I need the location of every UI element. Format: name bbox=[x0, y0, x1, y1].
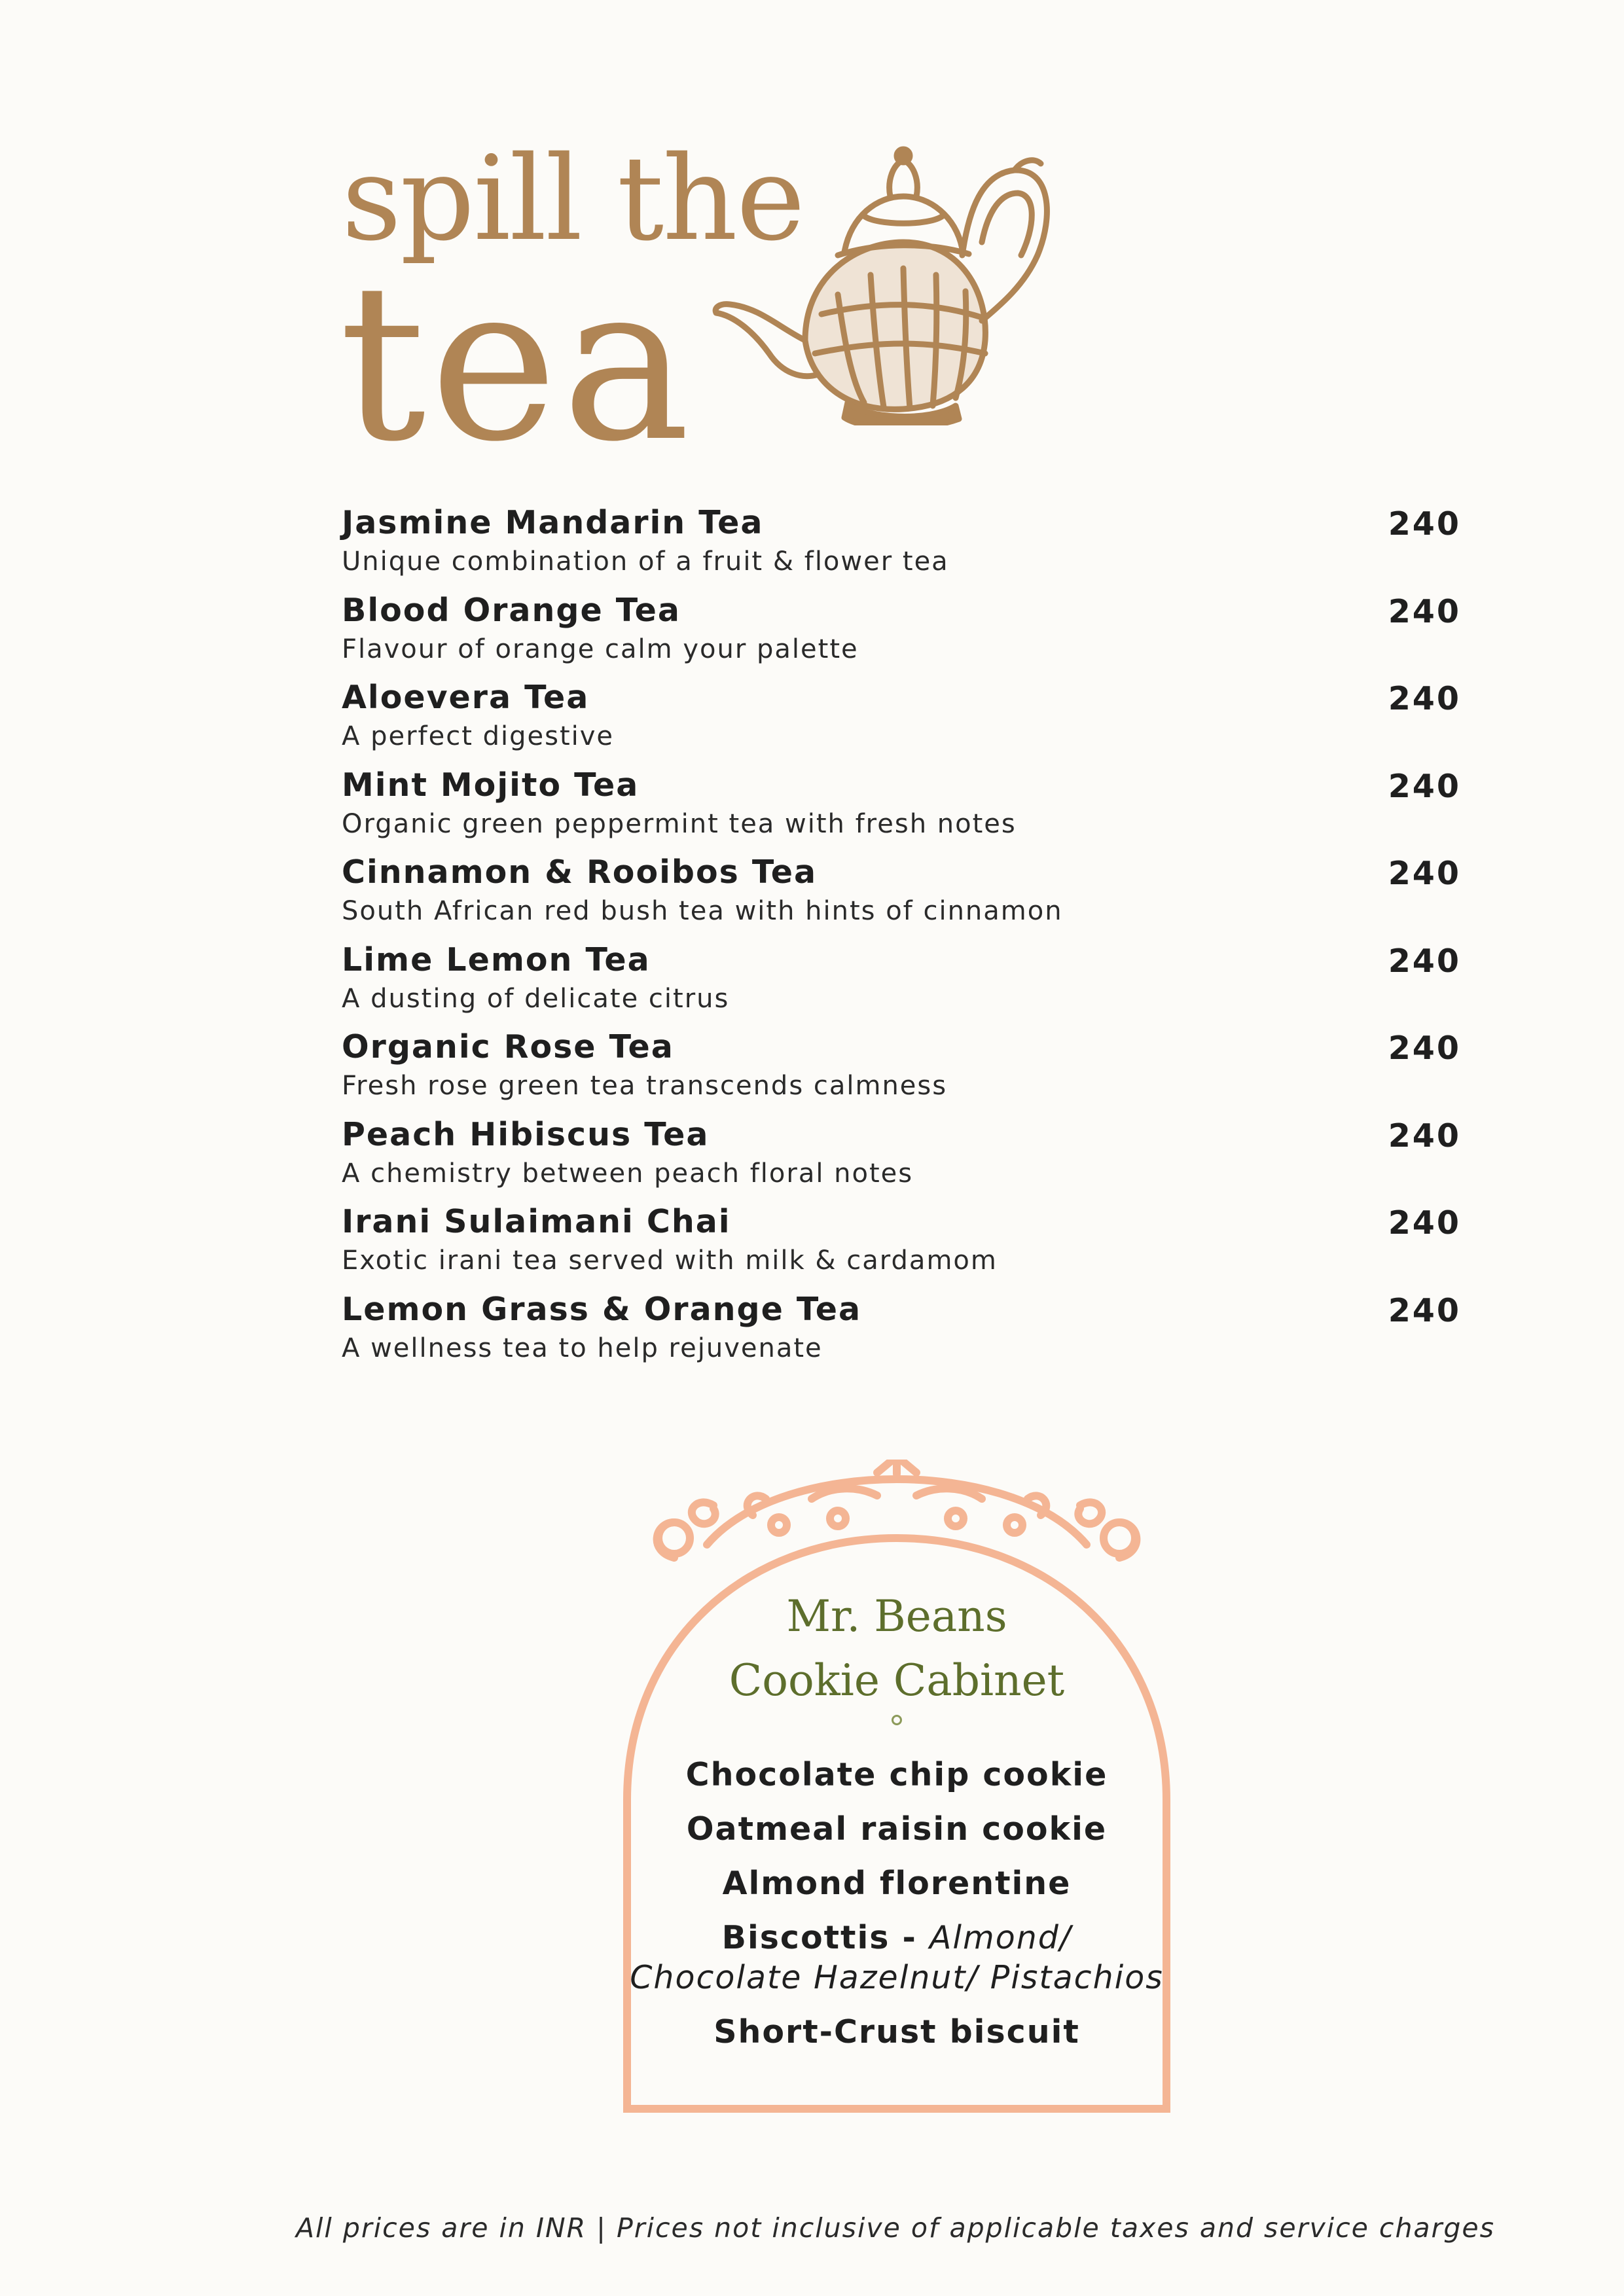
cabinet-list bbox=[615, 1748, 1178, 2059]
menu-item-name: Irani Sulaimani Chai bbox=[342, 1203, 731, 1240]
menu-item-desc: A wellness tea to help rejuvenate bbox=[342, 1333, 823, 1363]
menu-item-name: Jasmine Mandarin Tea bbox=[342, 504, 764, 541]
menu-item-name: Cinnamon & Rooibos Tea bbox=[342, 853, 818, 891]
menu-item-name: Organic Rose Tea bbox=[342, 1028, 674, 1066]
cabinet-item: Chocolate chip cookie bbox=[685, 1756, 1108, 1793]
menu-item bbox=[342, 1116, 1461, 1204]
menu-item bbox=[342, 1203, 1461, 1291]
menu-item bbox=[342, 941, 1461, 1029]
cabinet-item: Almond florentine bbox=[722, 1865, 1072, 1902]
menu-item-price: 240 bbox=[1388, 680, 1461, 717]
price-disclaimer: All prices are in INR | Prices not inclusive of applicable taxes and service charges bbox=[295, 2212, 1496, 2244]
cabinet-item-name: Biscottis bbox=[721, 1919, 890, 1956]
menu-item-desc: A perfect digestive bbox=[342, 721, 615, 751]
menu-item-price: 240 bbox=[1388, 1204, 1461, 1242]
menu-item-name: Blood Orange Tea bbox=[342, 591, 681, 629]
menu-item-name: Aloevera Tea bbox=[342, 679, 590, 716]
menu-item bbox=[342, 766, 1461, 854]
menu-item-desc: Organic green peppermint tea with fresh notes bbox=[342, 808, 1017, 839]
cabinet-item bbox=[615, 1910, 1178, 2005]
menu-item-desc: Fresh rose green tea transcends calmness bbox=[342, 1071, 948, 1101]
brand-title-big: tea bbox=[339, 238, 695, 489]
menu-item bbox=[342, 592, 1461, 679]
cabinet-title-line1: Mr. Beans bbox=[786, 1591, 1007, 1641]
menu-item-price: 240 bbox=[1388, 767, 1461, 805]
tea-menu bbox=[342, 504, 1461, 1378]
cabinet-item-variant: Almond/ bbox=[929, 1919, 1072, 1956]
menu-item-price: 240 bbox=[1388, 942, 1461, 980]
cabinet-item: Short-Crust biscuit bbox=[713, 2013, 1080, 2051]
menu-item-desc: Flavour of orange calm your palette bbox=[342, 634, 859, 664]
menu-item bbox=[342, 679, 1461, 766]
menu-item-desc: Unique combination of a fruit & flower tea bbox=[342, 547, 949, 577]
cabinet-item-separator: - bbox=[890, 1919, 929, 1956]
menu-item-price: 240 bbox=[1388, 1291, 1461, 1329]
ornament-dot-icon bbox=[892, 1715, 902, 1725]
menu-item-price: 240 bbox=[1388, 855, 1461, 892]
menu-item-name: Peach Hibiscus Tea bbox=[342, 1115, 710, 1153]
menu-item-price: 240 bbox=[1388, 1117, 1461, 1155]
menu-item-name: Lemon Grass & Orange Tea bbox=[342, 1290, 862, 1328]
menu-item bbox=[342, 504, 1461, 592]
menu-item-desc: Exotic irani tea served with milk & cardamom bbox=[342, 1246, 998, 1276]
menu-item-desc: A chemistry between peach floral notes bbox=[342, 1158, 914, 1189]
menu-item bbox=[342, 1291, 1461, 1378]
cabinet-title-line2: Cookie Cabinet bbox=[729, 1655, 1065, 1706]
menu-item-price: 240 bbox=[1388, 592, 1461, 630]
menu-item-name: Mint Mojito Tea bbox=[342, 766, 640, 804]
teapot-icon bbox=[707, 144, 1060, 425]
brand-title-top: spill the bbox=[342, 131, 804, 266]
menu-item-desc: South African red bush tea with hints of cinnamon bbox=[342, 896, 1063, 926]
menu-item bbox=[342, 1028, 1461, 1116]
menu-item-price: 240 bbox=[1388, 505, 1461, 543]
menu-item-desc: A dusting of delicate citrus bbox=[342, 983, 730, 1014]
menu-item bbox=[342, 853, 1461, 941]
cookie-cabinet bbox=[615, 1460, 1178, 2114]
cabinet-item-variant: Chocolate Hazelnut/ Pistachios bbox=[630, 1959, 1164, 1996]
menu-item-name: Lime Lemon Tea bbox=[342, 941, 651, 978]
menu-item-price: 240 bbox=[1388, 1030, 1461, 1067]
cabinet-item: Oatmeal raisin cookie bbox=[686, 1810, 1108, 1848]
